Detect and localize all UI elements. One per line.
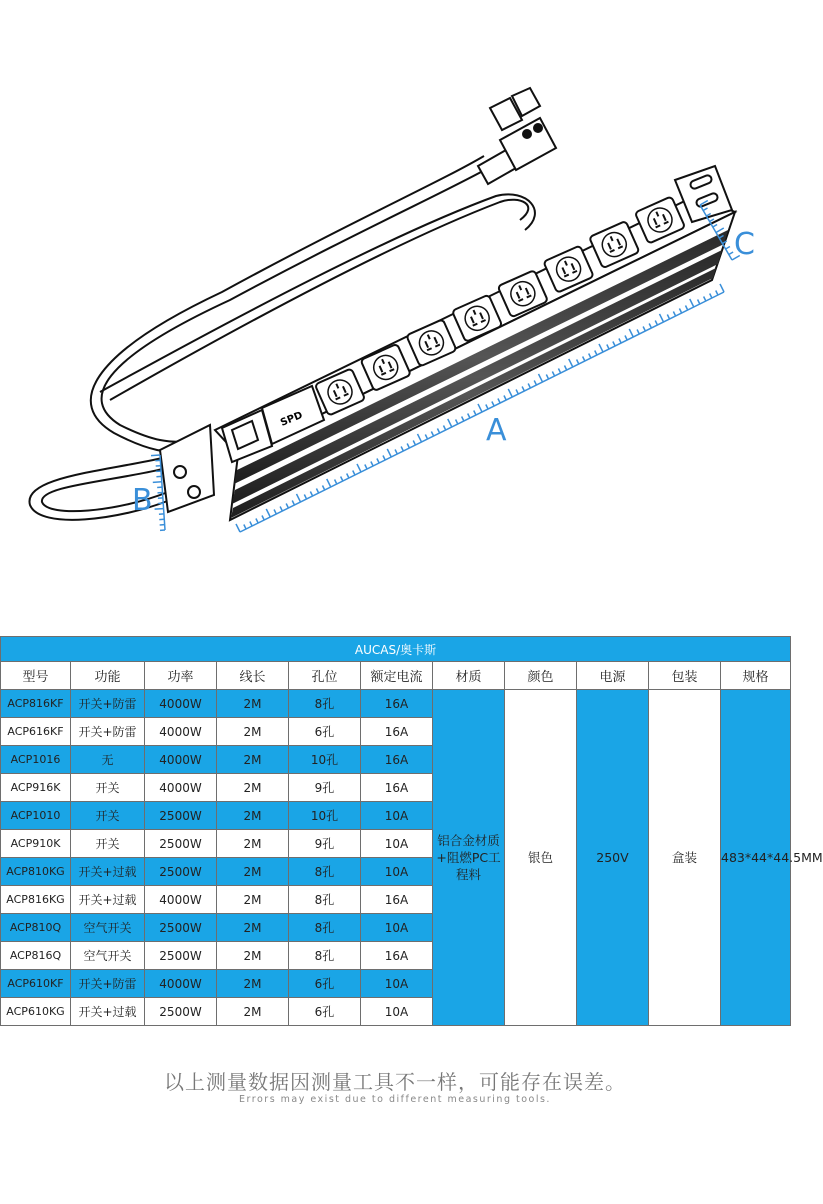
cell-function: 开关+过载 <box>71 886 145 914</box>
cell-cable: 2M <box>217 718 289 746</box>
header-material: 材质 <box>433 662 505 690</box>
cell-function: 无 <box>71 746 145 774</box>
cell-model: ACP1016 <box>1 746 71 774</box>
cell-model: ACP910K <box>1 830 71 858</box>
cell-cable: 2M <box>217 970 289 998</box>
cell-function: 开关+防雷 <box>71 718 145 746</box>
header-power: 功率 <box>145 662 217 690</box>
cell-current: 10A <box>361 830 433 858</box>
cell-function: 开关 <box>71 802 145 830</box>
cell-cable: 2M <box>217 774 289 802</box>
table-title: AUCAS/奥卡斯 <box>1 637 791 662</box>
header-package: 包装 <box>649 662 721 690</box>
header-size: 规格 <box>721 662 791 690</box>
cell-cable: 2M <box>217 858 289 886</box>
cell-current: 16A <box>361 942 433 970</box>
cell-current: 16A <box>361 718 433 746</box>
cell-power: 4000W <box>145 970 217 998</box>
cell-cable: 2M <box>217 914 289 942</box>
cell-power: 4000W <box>145 774 217 802</box>
header-voltage: 电源 <box>577 662 649 690</box>
cell-package: 盒装 <box>649 690 721 1026</box>
measurement-note-en: Errors may exist due to different measuring tools. <box>239 1094 551 1105</box>
cell-power: 4000W <box>145 718 217 746</box>
cell-model: ACP610KF <box>1 970 71 998</box>
cell-model: ACP810Q <box>1 914 71 942</box>
cell-function: 空气开关 <box>71 914 145 942</box>
cell-material: 铝合金材质+阻燃PC工程料 <box>433 690 505 1026</box>
cell-power: 2500W <box>145 998 217 1026</box>
header-color: 颜色 <box>505 662 577 690</box>
cell-cable: 2M <box>217 746 289 774</box>
cell-power: 4000W <box>145 886 217 914</box>
cell-model: ACP816KF <box>1 690 71 718</box>
spec-table <box>0 636 823 1026</box>
cell-voltage: 250V <box>577 690 649 1026</box>
cell-size: 483*44*44.5MM <box>721 690 791 1026</box>
table-row <box>1 690 791 718</box>
cell-holes: 6孔 <box>289 998 361 1026</box>
cell-power: 4000W <box>145 746 217 774</box>
cell-color: 银色 <box>505 690 577 1026</box>
pdu-illustration <box>0 0 790 600</box>
cell-model: ACP1010 <box>1 802 71 830</box>
cell-cable: 2M <box>217 886 289 914</box>
cell-holes: 6孔 <box>289 718 361 746</box>
cell-cable: 2M <box>217 690 289 718</box>
cell-function: 开关+防雷 <box>71 690 145 718</box>
cell-model: ACP916K <box>1 774 71 802</box>
cell-cable: 2M <box>217 830 289 858</box>
cell-holes: 8孔 <box>289 886 361 914</box>
spd-module-label: SPD <box>279 410 305 429</box>
cell-cable: 2M <box>217 998 289 1026</box>
cell-power: 2500W <box>145 858 217 886</box>
header-model: 型号 <box>1 662 71 690</box>
cell-holes: 6孔 <box>289 970 361 998</box>
cell-function: 开关 <box>71 830 145 858</box>
dimension-label-b: B <box>132 483 153 518</box>
cell-function: 开关+防雷 <box>71 970 145 998</box>
cell-current: 10A <box>361 802 433 830</box>
power-plug-icon <box>478 88 556 184</box>
cell-function: 开关 <box>71 774 145 802</box>
cell-model: ACP616KF <box>1 718 71 746</box>
cell-holes: 8孔 <box>289 914 361 942</box>
cell-power: 2500W <box>145 914 217 942</box>
cell-power: 4000W <box>145 690 217 718</box>
cell-cable: 2M <box>217 802 289 830</box>
cell-current: 16A <box>361 774 433 802</box>
cell-power: 2500W <box>145 830 217 858</box>
cell-current: 10A <box>361 914 433 942</box>
measurement-note-cn: 以上测量数据因测量工具不一样，可能存在误差。 <box>164 1070 626 1094</box>
cell-current: 10A <box>361 858 433 886</box>
cell-model: ACP816Q <box>1 942 71 970</box>
cell-function: 开关+过载 <box>71 858 145 886</box>
cell-current: 10A <box>361 970 433 998</box>
cell-function: 空气开关 <box>71 942 145 970</box>
cell-model: ACP610KG <box>1 998 71 1026</box>
header-function: 功能 <box>71 662 145 690</box>
cell-model: ACP816KG <box>1 886 71 914</box>
cell-holes: 8孔 <box>289 942 361 970</box>
cell-power: 2500W <box>145 942 217 970</box>
cell-model: ACP810KG <box>1 858 71 886</box>
cell-current: 16A <box>361 886 433 914</box>
header-holes: 孔位 <box>289 662 361 690</box>
dimension-label-a: A <box>486 413 507 448</box>
cell-power: 2500W <box>145 802 217 830</box>
cell-function: 开关+过载 <box>71 998 145 1026</box>
cell-holes: 9孔 <box>289 774 361 802</box>
dimension-label-c: C <box>734 227 755 262</box>
cell-current: 16A <box>361 746 433 774</box>
cell-cable: 2M <box>217 942 289 970</box>
cell-current: 10A <box>361 998 433 1026</box>
header-current: 额定电流 <box>361 662 433 690</box>
cell-holes: 10孔 <box>289 746 361 774</box>
cell-holes: 8孔 <box>289 858 361 886</box>
cell-holes: 9孔 <box>289 830 361 858</box>
header-cable: 线长 <box>217 662 289 690</box>
cell-current: 16A <box>361 690 433 718</box>
cell-holes: 10孔 <box>289 802 361 830</box>
cell-holes: 8孔 <box>289 690 361 718</box>
